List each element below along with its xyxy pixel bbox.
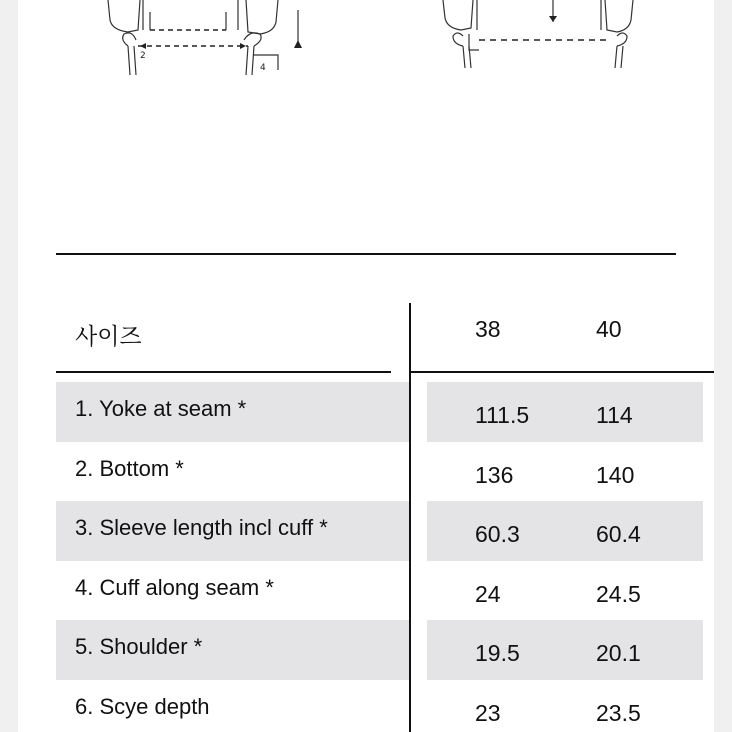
- column-divider: [409, 303, 411, 732]
- size-38-header: 38: [475, 316, 501, 342]
- value-40: 140: [596, 462, 635, 488]
- header-underline-right: [411, 371, 714, 373]
- size-40-header: 40: [596, 316, 622, 342]
- row-label: 1. Yoke at seam *: [75, 396, 247, 421]
- table-row: [56, 442, 703, 502]
- value-40: 20.1: [596, 640, 641, 666]
- row-label: 6. Scye depth: [75, 694, 210, 719]
- marker-4-label: 4: [260, 63, 266, 73]
- value-38: 19.5: [475, 640, 520, 666]
- row-label: 3. Sleeve length incl cuff *: [75, 515, 328, 540]
- table-row: [56, 501, 703, 561]
- table-row: [56, 620, 703, 680]
- size-header-label: 사이즈: [75, 324, 142, 350]
- value-38: 23: [475, 700, 501, 726]
- value-38: 24: [475, 581, 501, 607]
- row-label: 2. Bottom *: [75, 456, 184, 481]
- value-38: 111.5: [475, 402, 530, 428]
- value-40: 24.5: [596, 581, 641, 607]
- value-40: 114: [596, 402, 633, 428]
- value-38: 136: [475, 462, 514, 488]
- marker-2-label: 2: [140, 51, 146, 61]
- table-row: [56, 561, 703, 621]
- value-38: 60.3: [475, 521, 520, 547]
- table-row: [56, 680, 703, 732]
- table-row: [56, 382, 703, 442]
- size-chart-page: [18, 0, 714, 732]
- value-40: 60.4: [596, 521, 641, 547]
- garment-front-sketch: [88, 0, 328, 90]
- value-40: 23.5: [596, 700, 641, 726]
- section-divider: [56, 253, 676, 255]
- row-label: 4. Cuff along seam *: [75, 575, 274, 600]
- header-underline-left: [56, 371, 391, 373]
- row-label: 5. Shoulder *: [75, 634, 203, 659]
- garment-back-sketch: [433, 0, 673, 90]
